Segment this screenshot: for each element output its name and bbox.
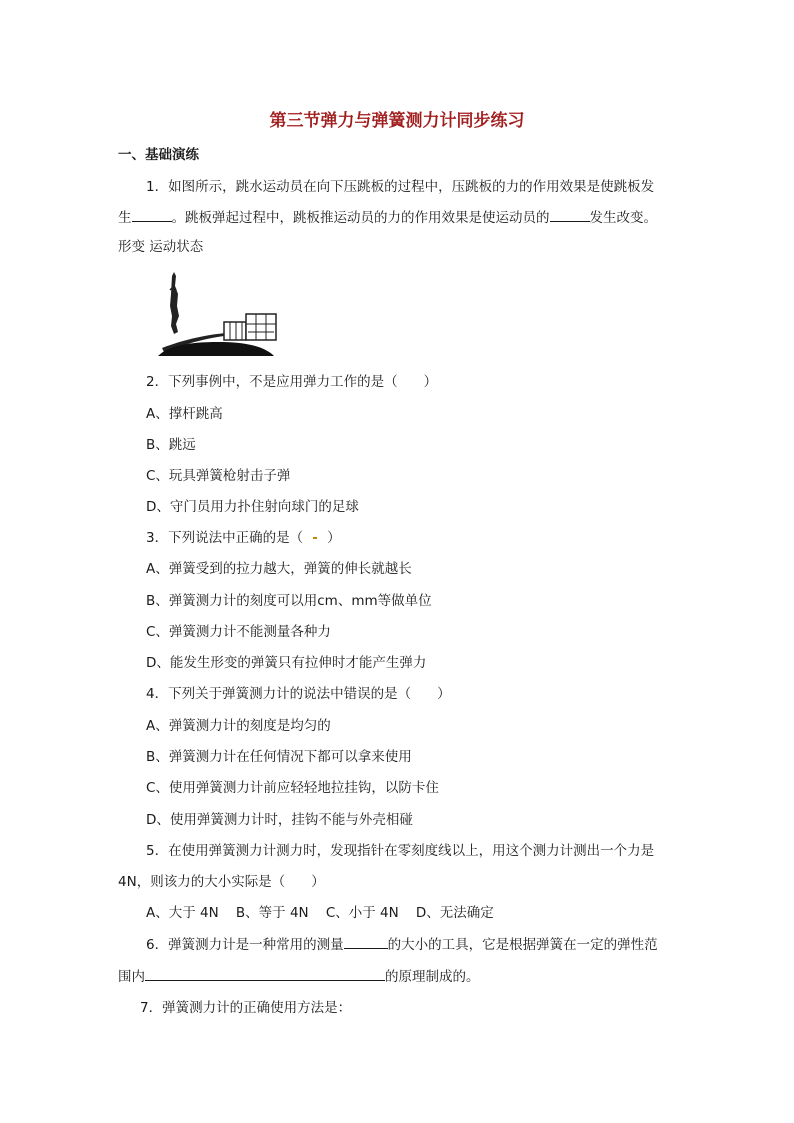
q4-option-c: C、使用弹簧测力计前应轻轻地拉挂钩，以防卡住 (146, 780, 439, 796)
q4-stem (146, 684, 451, 704)
q1-text-a: 生 (118, 210, 132, 226)
q5-line2 (118, 872, 325, 892)
q6-line1 (146, 934, 658, 955)
q6-text-c: 围内 (118, 969, 145, 985)
q3-mark (313, 537, 317, 539)
q5-options (146, 903, 494, 923)
q5-close: ） (311, 874, 325, 890)
q6-blank-1[interactable] (344, 934, 388, 949)
q1-line1: 1．如图所示，跳水运动员在向下压跳板的过程中，压跳板的力的作用效果是使跳板发 (146, 179, 655, 195)
q1-text-b: 。跳板弹起过程中，跳板推运动员的力的作用效果是使运动员的 (171, 210, 550, 226)
q4-option-b: B、弹簧测力计在任何情况下都可以拿来使用 (146, 749, 412, 765)
diving-board-figure (158, 272, 282, 358)
q3-option-a: A、弹簧受到的拉力越大，弹簧的伸长就越长 (146, 561, 412, 577)
section-heading: 一、基础演练 (118, 147, 199, 163)
q2-close: ） (423, 374, 438, 390)
page-title: 第三节弹力与弹簧测力计同步练习 (269, 111, 525, 131)
q5-line2-text: 4N，则该力的大小实际是（ (118, 874, 286, 890)
q2-stem-text: 2．下列事例中，不是应用弹力工作的是（ (146, 374, 398, 390)
q4-option-d: D、使用弹簧测力计时，挂钩不能与外壳相碰 (146, 812, 413, 828)
q3-option-b: B、弹簧测力计的刻度可以用cm、mm等做单位 (146, 593, 432, 609)
q1-answer: 形变 运动状态 (118, 239, 204, 255)
q2-option-b: B、跳远 (146, 437, 196, 453)
q1-text-c: 发生改变。 (589, 210, 657, 226)
q6-text-b: 的大小的工具，它是根据弹簧在一定的弹性范 (387, 937, 658, 953)
q5-option-c: C、小于 4N (325, 905, 399, 921)
q5-option-d: D、无法确定 (415, 905, 494, 921)
q3-option-c: C、弹簧测力计不能测量各种力 (146, 624, 331, 640)
q4-stem-text: 4．下列关于弹簧测力计的说法中错误的是（ (146, 686, 412, 702)
q2-stem (146, 372, 437, 392)
q5-line1: 5．在使用弹簧测力计测力时，发现指针在零刻度线以上，用这个测力计测出一个力是 (146, 843, 655, 859)
q2-option-a: A、撑杆跳高 (146, 406, 223, 422)
q3-option-d: D、能发生形变的弹簧只有拉伸时才能产生弹力 (146, 655, 427, 671)
q6-line2 (118, 966, 480, 987)
q4-close: ） (437, 686, 451, 702)
q3-close: ） (327, 530, 341, 546)
q2-option-c: C、玩具弹簧枪射击子弹 (146, 468, 291, 484)
q3-stem-text: 3．下列说法中正确的是（ (146, 530, 304, 546)
q3-stem (146, 528, 341, 548)
q4-option-a: A、弹簧测力计的刻度是均匀的 (146, 718, 331, 734)
q6-blank-2[interactable] (145, 966, 385, 981)
q5-option-a: A、大于 4N (146, 905, 219, 921)
q1-line2 (118, 207, 657, 228)
q5-option-b: B、等于 4N (235, 905, 309, 921)
q6-text-d: 的原理制成的。 (385, 969, 480, 985)
q1-blank-1[interactable] (132, 207, 172, 222)
q7-stem: 7．弹簧测力计的正确使用方法是： (140, 1000, 352, 1016)
q2-option-d: D、守门员用力扑住射向球门的足球 (146, 499, 359, 515)
q1-blank-2[interactable] (550, 207, 590, 222)
q6-text-a: 6．弹簧测力计是一种常用的测量 (146, 937, 344, 953)
